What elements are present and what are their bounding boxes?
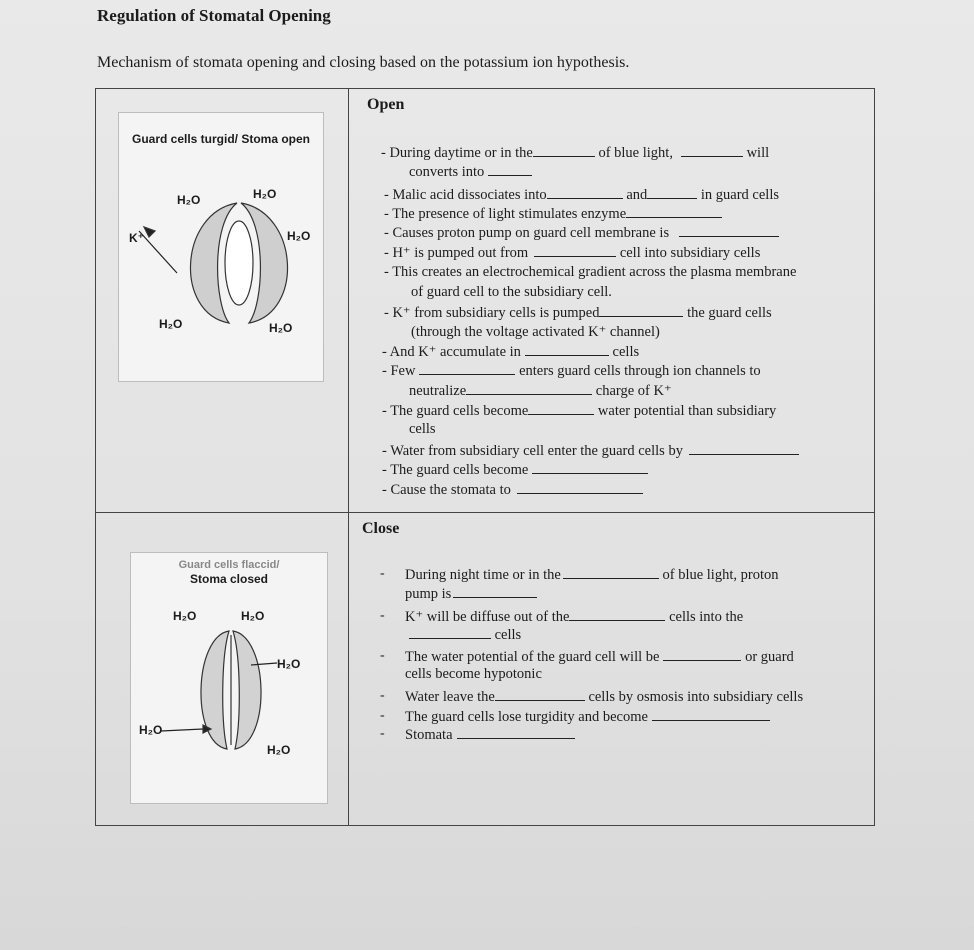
h2o-label: H₂O [253, 187, 277, 201]
open-line-9: - K⁺ from subsidiary cells is pumped the guard cells [384, 305, 772, 321]
row-divider [95, 512, 875, 513]
open-line-12: - Few enters guard cells through ion channels to [382, 363, 761, 379]
open-line-8: of guard cell to the subsidiary cell. [411, 284, 612, 300]
bullet-dash: - [380, 648, 385, 663]
k-arrow [139, 231, 177, 273]
open-line-2: converts into [409, 163, 532, 181]
column-divider [348, 88, 349, 826]
h2o-label: H₂O [267, 743, 291, 757]
bullet-dash: - [380, 688, 385, 703]
close-heading: Close [362, 520, 400, 537]
bullet-dash: - [380, 726, 385, 741]
h2o-label: H₂O [173, 609, 197, 623]
open-stoma-diagram [119, 113, 323, 381]
h2o-label: H₂O [269, 321, 293, 335]
open-line-7: - This creates an electrochemical gradient across the plasma membrane [384, 264, 797, 280]
open-line-3: - Malic acid dissociates into and in guard cells [384, 187, 779, 203]
h2o-label: H₂O [139, 723, 163, 737]
close-line-3: K⁺ will be diffuse out of the cells into the [405, 609, 744, 625]
right-guard-cell [233, 631, 261, 749]
open-line-14: - The guard cells become water potential than subsidiary [382, 403, 777, 419]
open-line-17: - The guard cells become [382, 461, 648, 479]
closed-stoma-diagram [131, 553, 327, 803]
close-line-1: During night time or in the of blue light, proton [405, 567, 779, 583]
h2o-label: H₂O [159, 317, 183, 331]
close-figure-label: Stoma closed [189, 572, 269, 586]
bullet-dash: - [380, 708, 385, 723]
open-line-5: - Causes proton pump on guard cell membrane is [384, 224, 779, 242]
page-title: Regulation of Stomatal Opening [97, 6, 331, 25]
close-line-5: The water potential of the guard cell will be or guard [405, 649, 794, 665]
close-line-7: Water leave the cells by osmosis into subsidiary cells [405, 689, 804, 705]
stoma-pore [225, 221, 253, 305]
close-figure [130, 552, 328, 804]
open-line-6: - H⁺ is pumped out from cell into subsidiary cells [384, 245, 761, 261]
open-line-18: - Cause the stomata to [382, 481, 643, 499]
open-line-13: neutralize charge of K⁺ [409, 383, 672, 399]
h2o-label: H₂O [177, 193, 201, 207]
open-line-16: - Water from subsidiary cell enter the guard cells by [382, 442, 799, 460]
bullet-dash: - [380, 566, 385, 581]
h2o-label: H₂O [287, 229, 311, 243]
open-line-4: - The presence of light stimulates enzyme [384, 205, 722, 223]
close-line-4: cells [409, 626, 521, 644]
h2o-label: H₂O [277, 657, 301, 671]
close-line-6: cells become hypotonic [405, 666, 542, 682]
open-line-11: - And K⁺ accumulate in cells [382, 344, 640, 360]
close-figure-label-top: Guard cells flaccid/ [178, 559, 280, 571]
h2o-label: H₂O [241, 609, 265, 623]
open-line-10: (through the voltage activated K⁺ channel) [411, 324, 660, 340]
open-figure-label: Guard cells turgid/ Stoma open [131, 132, 311, 146]
k-ion-label: K⁺ [129, 231, 144, 245]
close-line-2: pump is [405, 585, 537, 603]
open-figure [118, 112, 324, 382]
close-line-9: Stomata [405, 726, 575, 744]
open-line-1: - During daytime or in the of blue light, will [381, 145, 770, 161]
close-line-8: The guard cells lose turgidity and become [405, 708, 770, 726]
h2o-arrow [161, 729, 203, 731]
open-heading: Open [367, 96, 405, 113]
bullet-dash: - [380, 608, 385, 623]
open-line-15: cells [409, 421, 436, 437]
page-subtitle: Mechanism of stomata opening and closing based on the potassium ion hypothesis. [97, 54, 630, 71]
